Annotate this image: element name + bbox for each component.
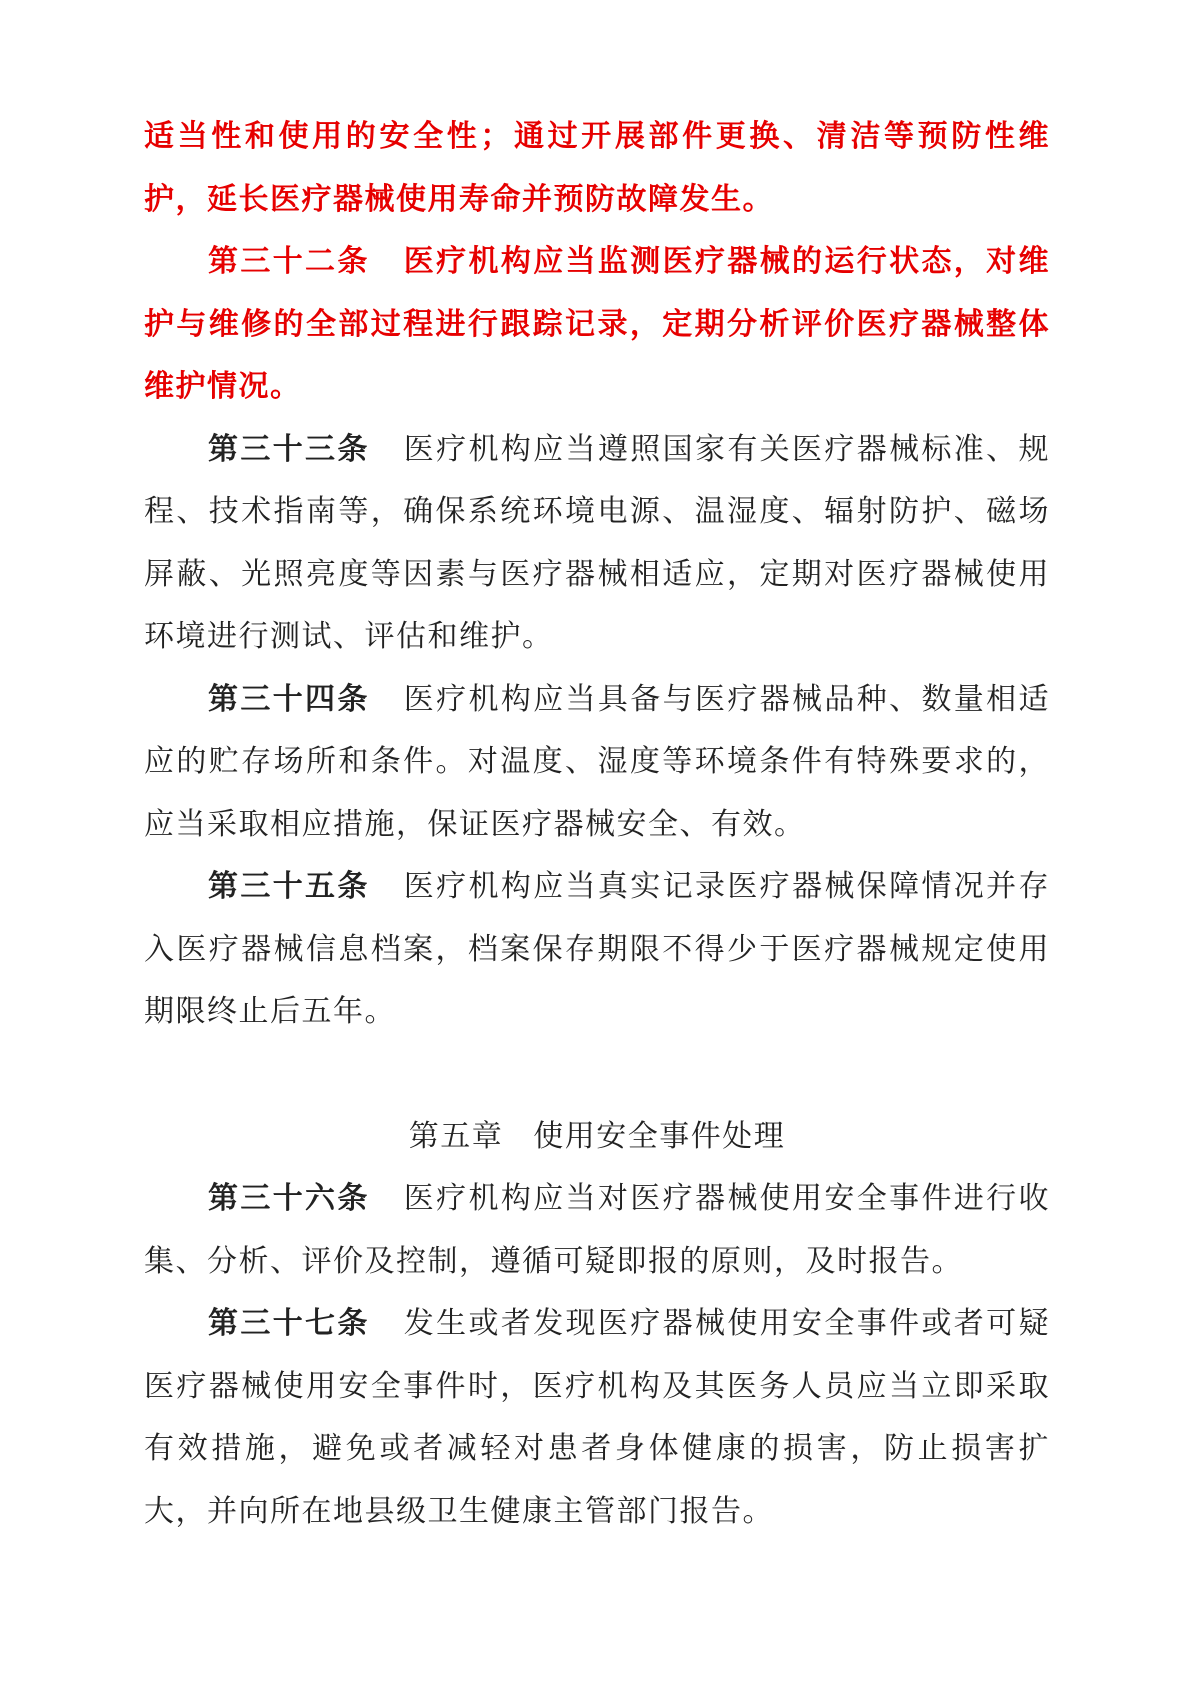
article-33-body: 医疗机构应当遵照国家有关医疗器械标准、规程、技术指南等，确保系统环境电源、温湿度、辐射防护、磁场屏蔽、光照亮度等因素与医疗器械相适应，定期对医疗器械使用环境进行测试、评估和维护。 (144, 431, 1051, 654)
article-36 (144, 1168, 1050, 1293)
article-35-body: 医疗机构应当真实记录医疗器械保障情况并存入医疗器械信息档案，档案保存期限不得少于医疗器械规定使用期限终止后五年。 (144, 869, 1051, 1029)
article-32-body: 医疗机构应当监测医疗器械的运行状态，对维护与维修的全部过程进行跟踪记录，定期分析评价医疗器械整体维护情况。 (144, 244, 1051, 404)
chapter-heading (144, 1106, 1050, 1169)
chapter-title: 使用安全事件处理 (533, 1118, 786, 1154)
section-gap (144, 1044, 1050, 1106)
article-35 (144, 856, 1050, 1044)
article-32-title: 第三十二条 (208, 244, 370, 279)
article-34-body: 医疗机构应当具备与医疗器械品种、数量相适应的贮存场所和条件。对温度、湿度等环境条件有特殊要求的，应当采取相应措施，保证医疗器械安全、有效。 (144, 681, 1051, 842)
article-34 (144, 669, 1050, 857)
article-34-title: 第三十四条 (208, 681, 370, 717)
article-37-body: 发生或者发现医疗器械使用安全事件或者可疑医疗器械使用安全事件时，医疗机构及其医务人员应当立即采取有效措施，避免或者减轻对患者身体健康的损害，防止损害扩大，并向所在地县级卫生健康主管部门报告。 (144, 1306, 1051, 1529)
article-33 (144, 419, 1050, 669)
article-37 (144, 1293, 1050, 1543)
document-body (144, 106, 1050, 1543)
continued-paragraph (144, 106, 1050, 231)
article-32 (144, 231, 1050, 419)
article-35-title: 第三十五条 (208, 869, 370, 904)
article-33-title: 第三十三条 (208, 431, 370, 467)
article-36-title: 第三十六条 (208, 1181, 370, 1216)
continued-paragraph-text: 适当性和使用的安全性；通过开展部件更换、清洁等预防性维护，延长医疗器械使用寿命并预防故障发生。 (144, 119, 1050, 217)
article-37-title: 第三十七条 (208, 1306, 370, 1341)
chapter-number: 第五章 (408, 1118, 504, 1154)
article-36-body: 医疗机构应当对医疗器械使用安全事件进行收集、分析、评价及控制，遵循可疑即报的原则，及时报告。 (144, 1181, 1051, 1279)
